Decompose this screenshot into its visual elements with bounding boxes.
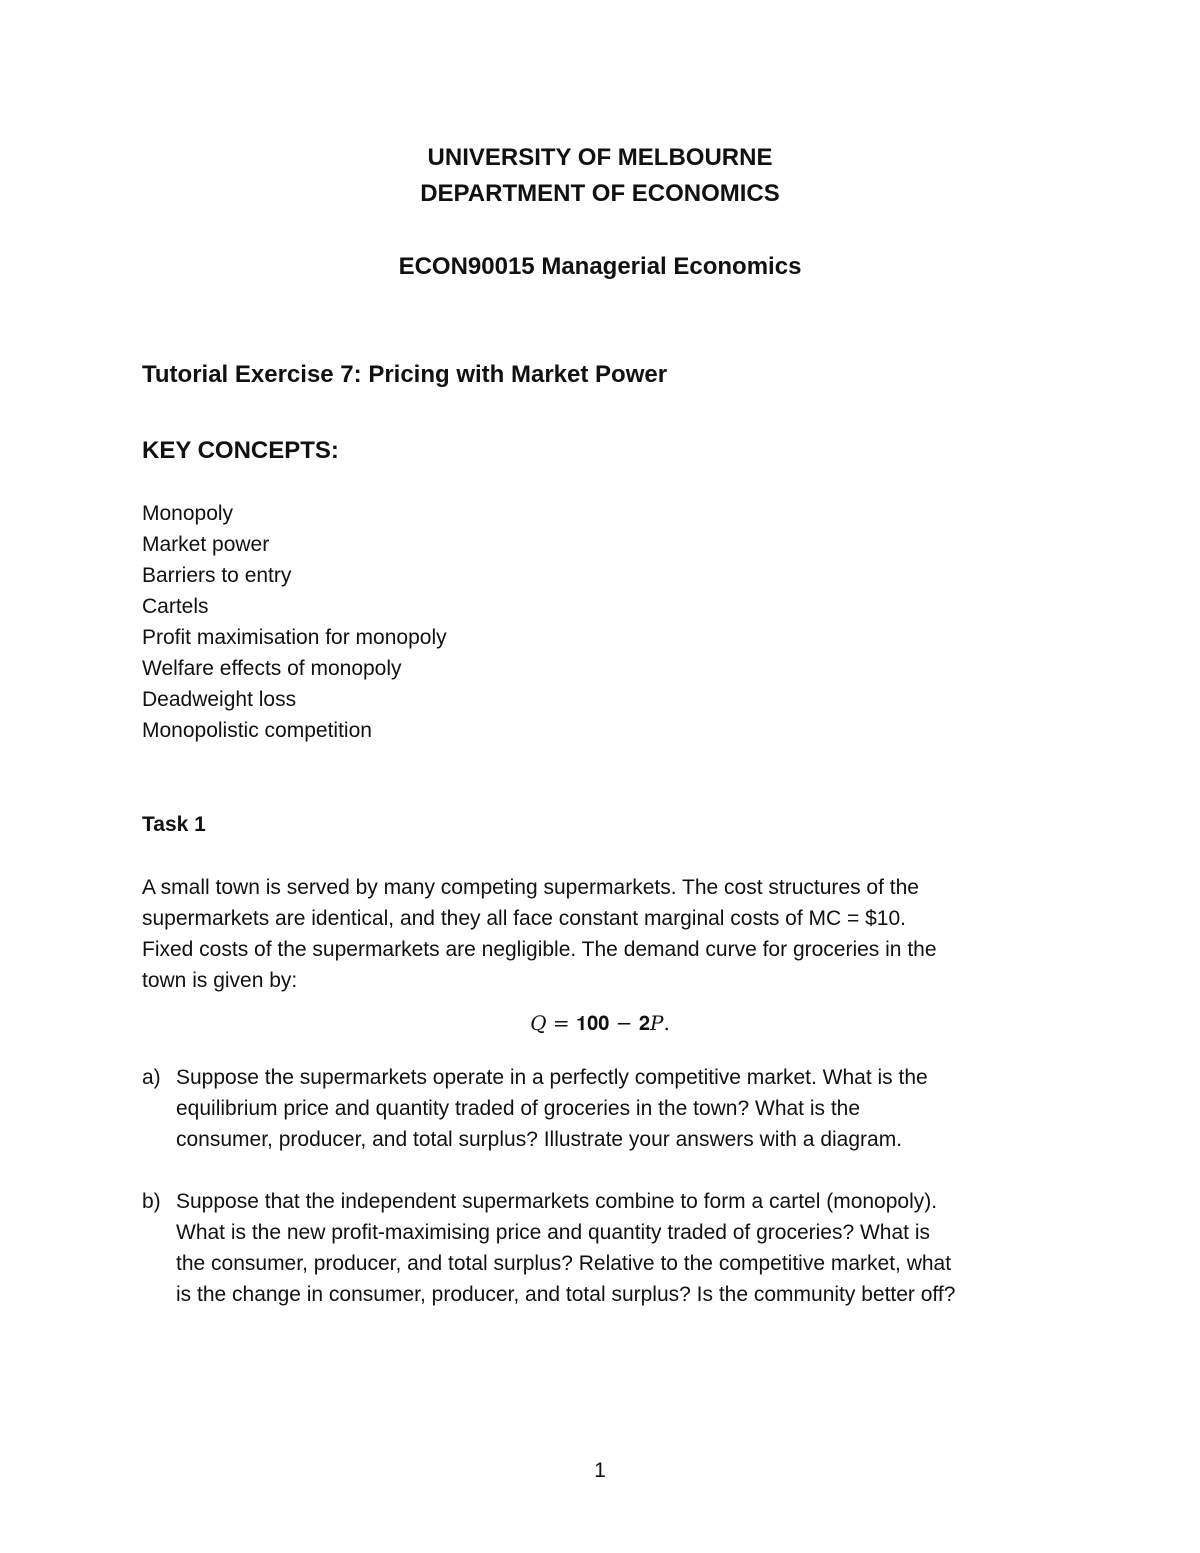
task-1-heading: Task 1 [142, 813, 206, 836]
page-number: 1 [594, 1459, 606, 1482]
question-text [176, 1186, 955, 1310]
key-concepts-list [142, 498, 447, 746]
concept-item: Deadweight loss [142, 688, 297, 711]
concept-item: Welfare effects of monopoly [142, 657, 402, 680]
intro-line: town is given by: [142, 969, 298, 992]
question-text [176, 1062, 928, 1155]
question-line: What is the new profit-maximising price and quantity traded of groceries? What is [176, 1221, 931, 1244]
concept-item: Monopoly [142, 502, 234, 525]
intro-line: supermarkets are identical, and they all face constant marginal costs of MC = $10. [142, 907, 906, 930]
question-line: equilibrium price and quantity traded of groceries in the town? What is the [176, 1097, 861, 1120]
concept-item: Cartels [142, 595, 209, 618]
concept-item: Barriers to entry [142, 564, 292, 587]
demand-equation: 𝑄 = 𝟏𝟎𝟎 − 𝟐𝑃. [530, 1011, 670, 1035]
tutorial-title: Tutorial Exercise 7: Pricing with Market Power [142, 361, 668, 388]
university-title: UNIVERSITY OF MELBOURNE [427, 144, 773, 171]
intro-line: Fixed costs of the supermarkets are negligible. The demand curve for groceries in the [142, 938, 937, 961]
task-1-intro [142, 872, 1102, 996]
question-line: Suppose the supermarkets operate in a perfectly competitive market. What is the [176, 1066, 928, 1089]
course-title: ECON90015 Managerial Economics [398, 253, 802, 280]
question-label: a) [142, 1066, 161, 1089]
question-line: Suppose that the independent supermarkets combine to form a cartel (monopoly). [176, 1190, 938, 1213]
concept-item: Profit maximisation for monopoly [142, 626, 447, 649]
key-concepts-heading: KEY CONCEPTS: [142, 437, 339, 464]
department-title: DEPARTMENT OF ECONOMICS [420, 180, 780, 207]
concept-item: Market power [142, 533, 270, 556]
question-line: is the change in consumer, producer, and total surplus? Is the community better off? [176, 1283, 956, 1306]
question-line: the consumer, producer, and total surplus? Relative to the competitive market, what [176, 1252, 952, 1275]
intro-line: A small town is served by many competing supermarkets. The cost structures of the [142, 876, 919, 899]
question-label: b) [142, 1190, 161, 1213]
concept-item: Monopolistic competition [142, 719, 372, 742]
question-line: consumer, producer, and total surplus? Illustrate your answers with a diagram. [176, 1128, 903, 1151]
